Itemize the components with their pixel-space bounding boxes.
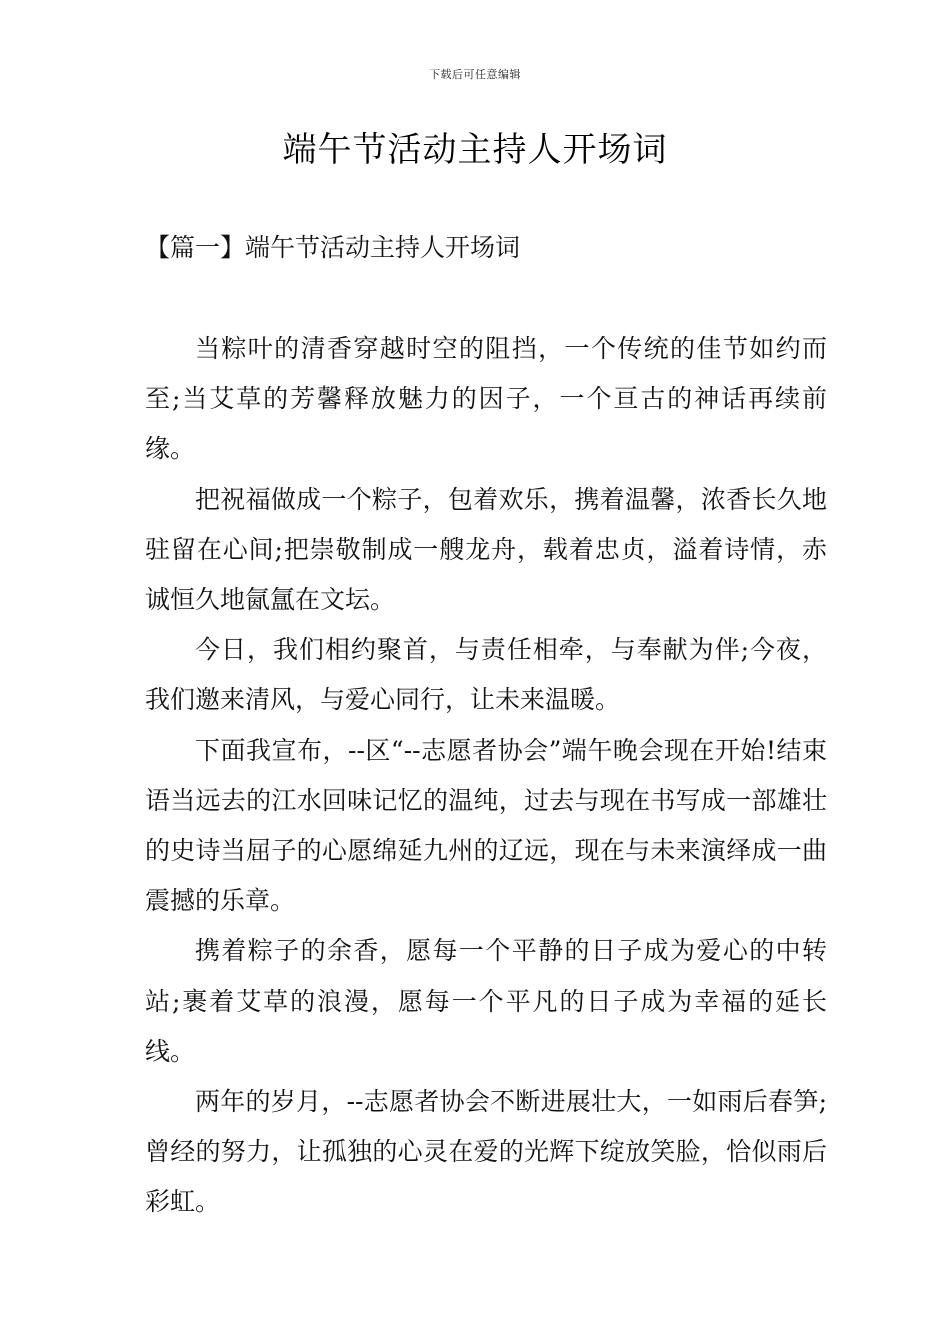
body-text bbox=[145, 324, 827, 1228]
paragraph: 今日，我们相约聚首，与责任相牵，与奉献为伴;今夜，我们邀来清风，与爱心同行，让未来温暖。 bbox=[145, 635, 827, 715]
paragraph: 两年的岁月，--志愿者协会不断进展壮大，一如雨后春笋;曾经的努力，让孤独的心灵在爱的光辉下绽放笑脸，恰似雨后彩虹。 bbox=[145, 1087, 827, 1217]
header-note: 下载后可任意编辑 bbox=[429, 68, 521, 81]
paragraph: 把祝福做成一个粽子，包着欢乐，携着温馨，浓香长久地驻留在心间;把崇敬制成一艘龙舟，载着忠贞，溢着诗情，赤诚恒久地氤氲在文坛。 bbox=[145, 484, 827, 615]
section-heading: 【篇一】端午节活动主持人开场词 bbox=[145, 233, 521, 262]
paragraph: 当粽叶的清香穿越时空的阻挡，一个传统的佳节如约而至;当艾草的芳馨释放魅力的因子，一个亘古的神话再续前缘。 bbox=[145, 334, 827, 464]
paragraph: 携着粽子的余香，愿每一个平静的日子成为爱心的中转站;裹着艾草的浪漫，愿每一个平凡的日子成为幸福的延长线。 bbox=[145, 936, 827, 1066]
document-title: 端午节活动主持人开场词 bbox=[282, 130, 668, 170]
paragraph: 下面我宣布，--区“--志愿者协会”端午晚会现在开始!结束语当远去的江水回味记忆的温纯，过去与现在书写成一部雄壮的史诗当屈子的心愿绵延九州的辽远，现在与未来演绎成一曲震撼的乐章。 bbox=[145, 735, 827, 916]
